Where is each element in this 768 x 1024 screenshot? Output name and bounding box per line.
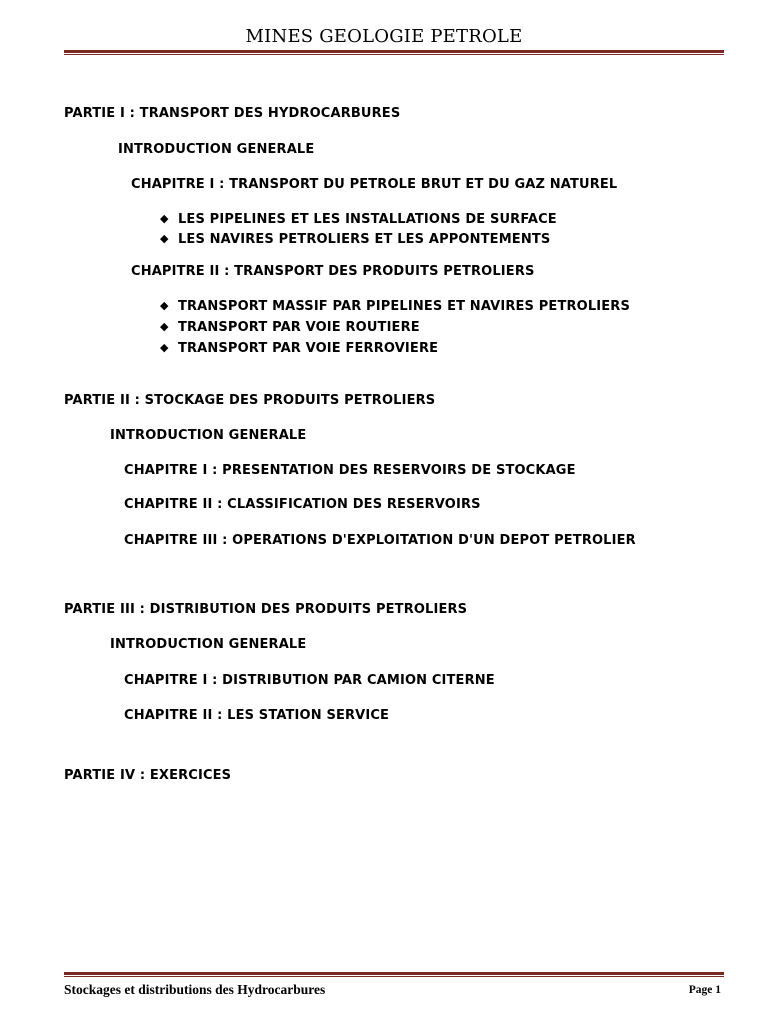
part-4-title: PARTIE IV : EXERCICES bbox=[64, 768, 232, 783]
part-1-chapter-1-item bbox=[160, 212, 557, 227]
part-1-chapter-1-item bbox=[160, 232, 550, 247]
bullet-diamond-icon: ◆ bbox=[160, 299, 169, 312]
bullet-diamond-icon: ◆ bbox=[160, 212, 169, 225]
list-item-text: TRANSPORT MASSIF PAR PIPELINES ET NAVIRES PETROLIERS bbox=[178, 299, 630, 314]
list-item-text: TRANSPORT PAR VOIE ROUTIERE bbox=[178, 320, 420, 335]
part-1-chapter-2-item bbox=[160, 299, 630, 314]
part-2-chapter-3: CHAPITRE III : OPERATIONS D'EXPLOITATION D'UN DEPOT PETROLIER bbox=[124, 533, 636, 548]
part-2-chapter-1: CHAPITRE I : PRESENTATION DES RESERVOIRS DE STOCKAGE bbox=[124, 463, 576, 478]
part-1-chapter-2-item bbox=[160, 320, 420, 335]
part-3-title: PARTIE III : DISTRIBUTION DES PRODUITS PETROLIERS bbox=[64, 602, 468, 617]
list-item-text: LES NAVIRES PETROLIERS ET LES APPONTEMENTS bbox=[178, 232, 551, 247]
running-header-title: MINES GEOLOGIE PETROLE bbox=[245, 26, 523, 47]
part-1-chapter-2-item bbox=[160, 341, 438, 356]
part-2-title: PARTIE II : STOCKAGE DES PRODUITS PETROLIERS bbox=[64, 393, 436, 408]
part-1-title: PARTIE I : TRANSPORT DES HYDROCARBURES bbox=[64, 106, 401, 121]
footer-page-number: Page 1 bbox=[688, 984, 721, 996]
bullet-diamond-icon: ◆ bbox=[160, 341, 169, 354]
part-1-chapter-2-title: CHAPITRE II : TRANSPORT DES PRODUITS PETROLIERS bbox=[131, 264, 535, 279]
bullet-diamond-icon: ◆ bbox=[160, 320, 169, 333]
part-2-chapter-2: CHAPITRE II : CLASSIFICATION DES RESERVOIRS bbox=[124, 497, 481, 512]
part-3-chapter-2: CHAPITRE II : LES STATION SERVICE bbox=[124, 708, 390, 723]
part-1-chapter-1-title: CHAPITRE I : TRANSPORT DU PETROLE BRUT ET DU GAZ NATUREL bbox=[131, 177, 618, 192]
header-rule bbox=[64, 50, 724, 55]
bullet-diamond-icon: ◆ bbox=[160, 232, 169, 245]
part-2-intro: INTRODUCTION GENERALE bbox=[110, 428, 307, 443]
footer-rule bbox=[64, 972, 724, 977]
list-item-text: TRANSPORT PAR VOIE FERROVIERE bbox=[178, 341, 439, 356]
list-item-text: LES PIPELINES ET LES INSTALLATIONS DE SURFACE bbox=[178, 212, 557, 227]
part-1-intro: INTRODUCTION GENERALE bbox=[118, 142, 315, 157]
footer-document-title: Stockages et distributions des Hydrocarbures bbox=[64, 982, 326, 997]
part-3-chapter-1: CHAPITRE I : DISTRIBUTION PAR CAMION CITERNE bbox=[124, 673, 495, 688]
part-3-intro: INTRODUCTION GENERALE bbox=[110, 637, 307, 652]
